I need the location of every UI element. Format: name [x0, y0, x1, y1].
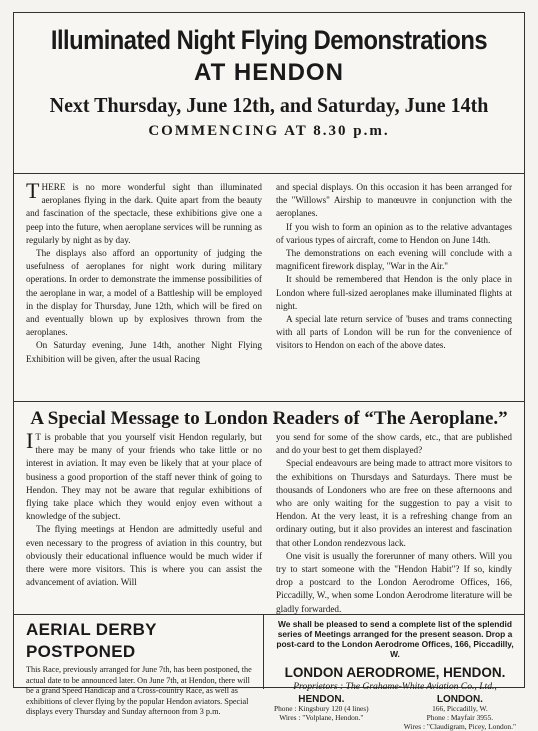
paragraph: and special displays. On this occasion it has been arranged for the "Willows" Airship to manœuvre in conjunction with the aeroplanes.	[276, 182, 512, 219]
paragraph: IT is probable that you yourself visit Hendon regularly, but there may be many of your friends who take little or no interest in aviation. It may even be likely that at your place of business a good proportion of the staff never think of going to Hendon. They may not be aware that regular exhibitions of flying take place which they would enjoy even without a knowledge of the subject.	[26, 428, 262, 522]
divider	[14, 401, 524, 402]
paragraph: On Saturday evening, June 14th, another Night Flying Exhibition will be given, after the usual Racing	[26, 340, 262, 364]
proprietors-label: Proprietors :	[293, 681, 344, 692]
paragraph: The demonstrations on each evening will conclude with a magnificent firework display, "War in the Air."	[276, 248, 512, 272]
headline-night-flying: Illuminated Night Flying Demonstrations	[50, 25, 488, 55]
aerodrome-contact	[264, 615, 524, 731]
divider	[14, 173, 524, 174]
london-label: LONDON.	[436, 694, 483, 705]
meetings-notice: We shall be pleased to send a complete list of the splendid series of Meetings arranged for the present season. Drop a post-card to the London Aerodrome Offices, 166, Piccadilly, W.	[276, 619, 514, 659]
paragraph: The displays also afford an opportunity of judging the usefulness of aeroplanes for night work during military operations. In order to demonstrate the immense possibilities of the aeroplane in war, a model of a Battleship will be employed in the display for Thursday, June 12th, which will be fired on and eventually blown up by explosives thrown from the aeroplanes.	[26, 248, 262, 338]
aerial-derby-notice	[14, 615, 264, 717]
paragraph: The flying meetings at Hendon are admittedly useful and even necessary to the progress of aviation in this country, but obviously their educational influence would be much wider if there were more visitors. This is where you can assist the advancement of aviation. Will	[26, 524, 262, 588]
proprietors-name: The Grahame-White Aviation Co., Ltd.,	[345, 681, 497, 692]
headline-dates: Next Thursday, June 12th, and Saturday, June 14th	[49, 93, 489, 117]
aerodrome-name: LONDON AERODROME, HENDON.	[284, 665, 506, 680]
paragraph: you send for some of the show cards, etc., that are published and do your best to get them displayed?	[276, 432, 512, 456]
london-address	[404, 695, 516, 731]
paragraph: A special late return service of 'buses and trams connecting with all parts of London will be run for the convenience of visitors to Hendon on each of the above dates.	[276, 314, 512, 351]
night-flying-article	[26, 178, 512, 366]
footer-section	[14, 615, 524, 731]
special-message-title: A Special Message to London Readers of “The Aeroplane.”	[30, 408, 508, 429]
addresses	[274, 695, 516, 731]
aerial-derby-title: AERIAL DERBY POSTPONED	[26, 620, 157, 661]
hendon-wires: Wires : "Volplane, Hendon."	[279, 713, 364, 722]
paragraph: It should be remembered that Hendon is the only place in London where full-sized aeroplanes make illuminated flights at night.	[276, 274, 512, 311]
paragraph: Special endeavours are being made to attract more visitors to the exhibitions on Thursdays and Saturdays. There must be thousands of Londoners who are free on these afternoons and who are only waiting for the suggestion to pay a visit to Hendon. At the very least, it is a refreshing change from an ordinary outing, but it also provides an interest and fascination that other London rendezvous lack.	[276, 458, 512, 548]
message-column-right	[276, 431, 512, 616]
header	[14, 23, 524, 141]
proprietors-line	[274, 681, 516, 693]
headline-commencing: COMMENCING AT 8.30 p.m.	[148, 123, 390, 139]
advertisement-page	[13, 12, 525, 731]
london-phone: Phone : Mayfair 3955.	[426, 713, 494, 722]
article-column-right	[276, 181, 512, 366]
message-column-left	[26, 428, 262, 616]
paragraph: If you wish to form an opinion as to the relative advantages of various types of aircraft, come to Hendon on June 14th.	[276, 221, 512, 245]
hendon-address	[274, 695, 369, 731]
aerial-derby-text: This Race, previously arranged for June 7th, has been postponed, the actual date to be announced later. On June 7th, at Hendon, there will be a grand Speed Handicap and a Cross-country Race, as well as exhibitions of clever flying by the popular Hendon aviators. Special displays every Thursday and Sunday afternoon from 3 p.m.	[26, 665, 252, 717]
hendon-phone: Phone : Kingsbury 120 (4 lines)	[274, 704, 369, 713]
article-column-left	[26, 178, 262, 366]
paragraph: One visit is usually the forerunner of many others. Will you try to start someone with the "Hendon Habit"? If so, kindly drop a postcard to the London Aerodrome Offices, 166, Piccadilly, W., when some London Aerodrome literature will be gladly forwarded.	[276, 550, 512, 614]
special-message-article	[26, 428, 512, 616]
headline-at-hendon: AT HENDON	[194, 59, 344, 86]
london-wires: Wires : "Claudigram, Picey, London."	[403, 722, 516, 731]
paragraph: THERE is no more wonderful sight than illuminated aeroplanes flying in the dark. Quite apart from the beauty and fascination of the spectacle, these exhibitions give one a peep into the future, when aeroplane services will be running as regularly by night as by day.	[26, 178, 262, 245]
london-street: 166, Piccadilly, W.	[432, 704, 488, 713]
hendon-label: HENDON.	[298, 694, 345, 705]
